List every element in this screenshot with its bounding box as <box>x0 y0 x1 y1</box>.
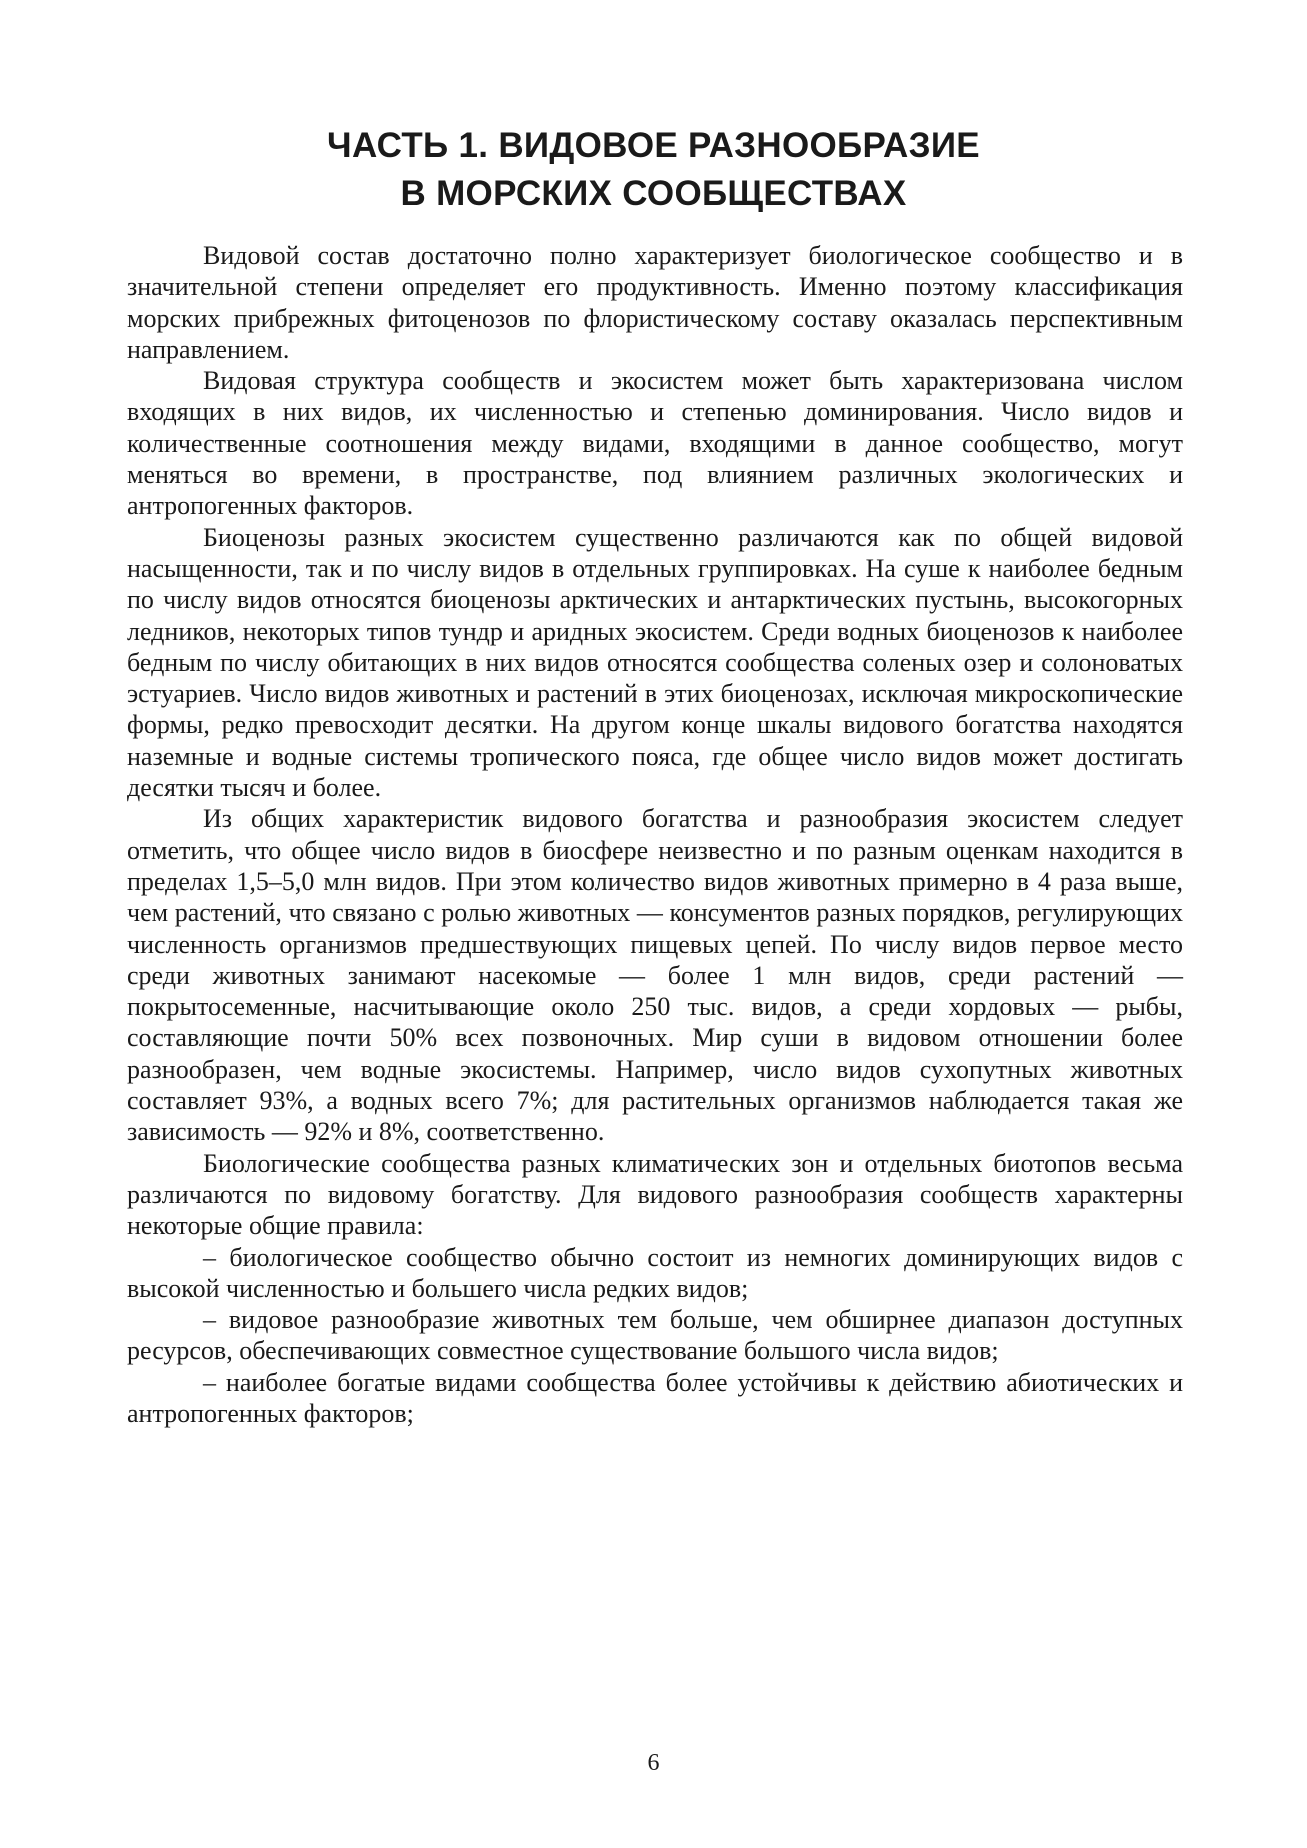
section-title-line-2: В МОРСКИХ СООБЩЕСТВАХ <box>400 174 907 213</box>
paragraph-5: Биологические сообщества разных климатических зон и отдельных биотопов весьма различаются по видовому богатству. Для видового разнообразия сообществ характерны некоторые общие правила: <box>127 1148 1183 1241</box>
list-item-2: – видовое разнообразие животных тем больше, чем обширнее диапазон доступных ресурсов, обеспечивающих совместное существование большого числа видов; <box>127 1305 1183 1366</box>
section-title <box>100 122 1207 218</box>
body-text <box>127 240 1183 1429</box>
paragraph-1: Видовой состав достаточно полно характеризует биологическое сообщество и в значительной степени определяет его продуктивность. Именно поэтому классификация морских прибрежных фитоценозов по флористическому составу оказалась перспективным направлением. <box>127 241 1183 364</box>
list-item-3: – наиболее богатые видами сообщества более устойчивы к действию абиотических и антропогенных факторов; <box>127 1367 1183 1428</box>
page-number: 6 <box>647 1750 660 1776</box>
paragraph-4: Из общих характеристик видового богатства и разнообразия экосистем следует отметить, что общее число видов в биосфере неизвестно и по разным оценкам находится в пределах 1,5–5,0 млн видов. При этом количество видов животных примерно в 4 раза выше, чем растений, что связано с ролью животных — консументов разных порядков, регулирующих численность организмов предшествующих пищевых цепей. По числу видов первое место среди животных занимают насекомые — более 1 млн видов, среди растений — покрытосеменные, насчитывающие около 250 тыс. видов, а среди хордовых — рыбы, составляющие почти 50% всех позвоночных. Мир суши в видовом отношении более разнообразен, чем водные экосистемы. Например, число видов сухопутных животных составляет 93%, а водных всего 7%; для растительных организмов наблюдается такая же зависимость — 92% и 8%, соответственно. <box>127 804 1183 1147</box>
paragraph-3: Биоценозы разных экосистем существенно различаются как по общей видовой насыщенности, так и по числу видов в отдельных группировках. На суше к наиболее бедным по числу видов относятся биоценозы арктических и антарктических пустынь, высокогорных ледников, некоторых типов тундр и аридных экосистем. Среди водных биоценозов к наиболее бедным по числу обитающих в них видов относятся сообщества соленых озер и солоноватых эстуариев. Число видов животных и растений в этих биоценозах, исключая микроскопические формы, редко превосходит десятки. На другом конце шкалы видового богатства находятся наземные и водные системы тропического пояса, где общее число видов может достигать десятки тысяч и более. <box>127 522 1183 803</box>
section-title-line-1: ЧАСТЬ 1. ВИДОВОЕ РАЗНООБРАЗИЕ <box>327 126 980 165</box>
paragraph-2: Видовая структура сообществ и экосистем может быть характеризована числом входящих в них видов, их численностью и степенью доминирования. Число видов и количественные соотношения между видами, входящими в данное сообщество, могут меняться во времени, в пространстве, под влиянием различных экологических и антропогенных факторов. <box>127 366 1183 521</box>
list-item-1: – биологическое сообщество обычно состоит из немногих доминирующих видов с высокой численностью и большего числа редких видов; <box>127 1242 1183 1303</box>
